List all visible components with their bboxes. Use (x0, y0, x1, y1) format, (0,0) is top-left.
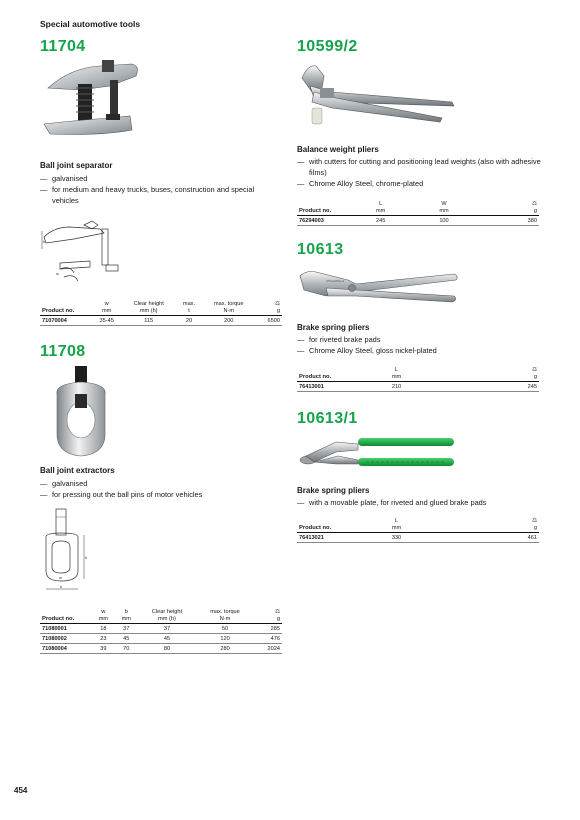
table-header-row (40, 609, 282, 624)
product-name: Ball joint extractors (40, 466, 115, 475)
col-header: ⚖ g (274, 609, 280, 622)
weight-icon: ⚖ (274, 301, 280, 307)
brake-spring-pliers-image (296, 262, 461, 312)
spec-table-11704 (40, 301, 282, 326)
dim-h-label: h (85, 555, 88, 560)
feature-list (297, 497, 542, 508)
dim-w-label: w (59, 575, 62, 580)
spec-table-10599-2 (297, 201, 539, 226)
col-header: Product no. (42, 615, 75, 622)
col-header: b mm (121, 609, 131, 622)
col-header: W mm (439, 201, 449, 214)
table-row: 71080004 39 70 80 280 2024 (42, 645, 280, 652)
feature-item: — Chrome Alloy Steel, gloss nickel-plated (297, 345, 542, 356)
ball-joint-extractor-diagram (40, 507, 110, 599)
weight-icon: ⚖ (531, 201, 537, 207)
product-number-10599-2: 10599/2 (297, 38, 358, 55)
feature-list (40, 173, 280, 206)
col-header: ⚖ g (274, 301, 280, 314)
col-header: max. torque N·m (213, 301, 244, 314)
col-header: L mm (391, 367, 402, 380)
col-header: Clear height mm (h) (151, 609, 183, 622)
col-header: L mm (376, 201, 386, 214)
col-header: ⚖ g (531, 201, 537, 214)
product-name: Ball joint separator (40, 161, 113, 170)
spec-table-10613-1 (297, 518, 539, 543)
feature-item: — galvanised (40, 173, 280, 184)
table-row: 71080001 18 37 37 50 285 (42, 625, 280, 632)
col-header: L mm (391, 518, 402, 531)
col-header: max. t (182, 301, 196, 314)
product-number-10613: 10613 (297, 241, 344, 258)
feature-item: — with cutters for cutting and positioning lead weights (also with adhesive films) (297, 156, 542, 178)
feature-list (40, 478, 280, 500)
dim-h-label: h (43, 239, 46, 244)
balance-weight-pliers-image (292, 58, 462, 134)
col-header: ⚖ g (531, 367, 537, 380)
col-header: w mm (98, 609, 109, 622)
col-header: ⚖ g (531, 518, 537, 531)
feature-list (297, 156, 542, 189)
feature-item: — for pressing out the ball pins of motor vehicles (40, 489, 280, 500)
brake-spring-pliers-green-image (296, 432, 461, 474)
feature-item: — with a movable plate, for riveted and glued brake pads (297, 497, 542, 508)
product-name: Balance weight pliers (297, 145, 379, 154)
weight-icon: ⚖ (531, 518, 537, 524)
svg-text:STAHLWILLE: STAHLWILLE (326, 279, 345, 283)
col-header: Product no. (299, 524, 332, 531)
spec-table-10613 (297, 367, 539, 392)
product-number-11704: 11704 (40, 38, 86, 55)
table-row: 76413001 210 245 (299, 383, 537, 390)
product-number-11708: 11708 (40, 343, 86, 360)
table-header-row (40, 301, 282, 316)
feature-item: — for medium and heavy trucks, buses, construction and special vehicles (40, 184, 280, 206)
weight-icon: ⚖ (531, 367, 537, 373)
weight-icon: ⚖ (274, 609, 280, 615)
feature-item: — galvanised (40, 478, 280, 489)
ball-joint-extractor-image (45, 364, 120, 464)
page-number: 454 (14, 786, 28, 795)
table-header-row (297, 518, 539, 533)
table-row: 76413021 330 461 (299, 534, 537, 541)
ball-joint-separator-image (40, 58, 150, 150)
table-header-row (297, 367, 539, 382)
feature-item: — Chrome Alloy Steel, chrome-plated (297, 178, 542, 189)
product-name: Brake spring pliers (297, 486, 370, 495)
feature-item: — for riveted brake pads (297, 334, 542, 345)
table-row: 71080002 23 45 45 120 476 (42, 635, 280, 642)
ball-joint-separator-diagram (40, 217, 130, 287)
dim-w-label: w (56, 271, 59, 276)
col-header: Clear height mm (h) (133, 301, 164, 314)
table-header-row (297, 201, 539, 216)
product-name: Brake spring pliers (297, 323, 370, 332)
product-number-10613-1: 10613/1 (297, 410, 358, 427)
spec-table-11708 (40, 609, 282, 654)
col-header: w mm (102, 301, 112, 314)
section-title: Special automotive tools (40, 19, 141, 29)
table-row: 76294003 245 100 380 (299, 217, 537, 224)
feature-list (297, 334, 542, 356)
table-row: 71070004 35-45 115 20 200 6500 (42, 317, 280, 324)
col-header: max. torque N·m (210, 609, 240, 622)
col-header: Product no. (299, 373, 332, 380)
col-header: Product no. (299, 207, 332, 214)
col-header: Product no. (42, 307, 75, 314)
dim-b-label: b (60, 584, 63, 589)
